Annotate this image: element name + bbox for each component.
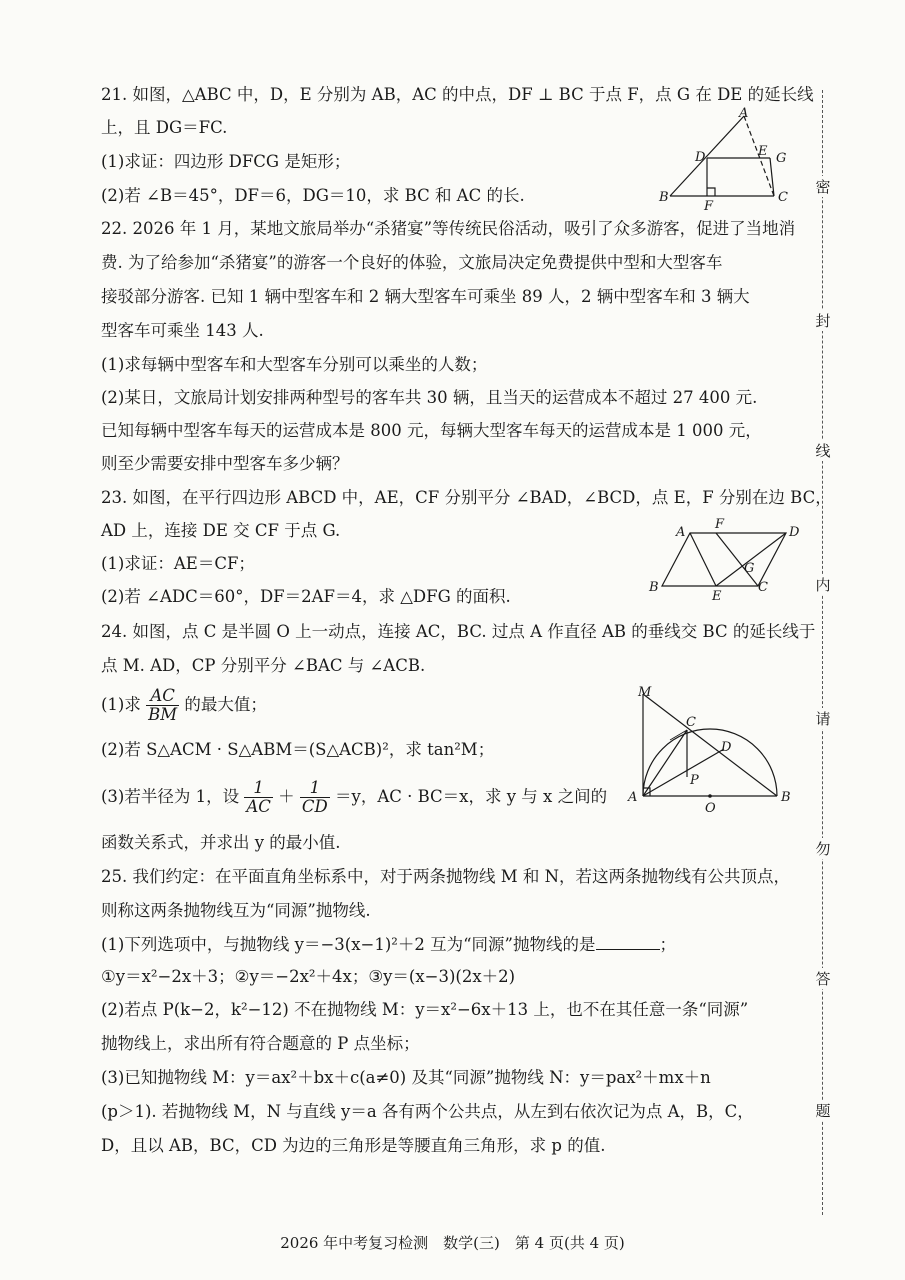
seal-char-8: 题 bbox=[813, 1100, 833, 1121]
q23-label-f: F bbox=[715, 517, 725, 532]
q24-label-b: B bbox=[781, 790, 791, 805]
q24-label-c: C bbox=[686, 715, 696, 730]
q25-part1 bbox=[101, 934, 676, 956]
seal-char-6: 勿 bbox=[813, 838, 833, 859]
q22-part2: (2)某日，文旅局计划安排两种型号的客车共 30 辆，且当天的运营成本不超过 27 400 元. bbox=[101, 388, 758, 407]
seal-char-2: 封 bbox=[813, 310, 833, 331]
q21-line1: 21. 如图，△ABC 中，D，E 分别为 AB，AC 的中点，DF ⊥ BC 于点 F，点 G 在 DE 的延长线 bbox=[101, 85, 814, 104]
q24-line2: 点 M. AD，CP 分别平分 ∠BAC 与 ∠ACB. bbox=[101, 656, 426, 675]
q24-part3-plus: ＋ bbox=[278, 787, 295, 806]
q21-label-e: E bbox=[758, 144, 768, 159]
q21-line2: 上，且 DG＝FC. bbox=[101, 118, 228, 137]
q21-right-angle-f bbox=[707, 188, 715, 196]
q23-part1: (1)求证：AE＝CF； bbox=[101, 554, 255, 573]
seal-char-7: 答 bbox=[813, 968, 833, 989]
q25-part2: (2)若点 P(k−2，k²−12) 不在抛物线 M：y＝x²−6x＋13 上，也不在其任意一条“同源” bbox=[101, 1000, 749, 1019]
q24-frac2-numerator: 1 bbox=[300, 779, 330, 798]
q24-frac-denominator: BM bbox=[148, 705, 178, 724]
q23-figure bbox=[640, 512, 800, 602]
q24-part3-post: ＝y，AC · BC＝x，求 y 与 x 之间的 bbox=[335, 787, 608, 806]
q25-line1: 25. 我们约定：在平面直角坐标系中，对于两条抛物线 M 和 N，若这两条抛物线有公共顶点， bbox=[101, 867, 791, 886]
q22-line8: 则至少需要安排中型客车多少辆？ bbox=[101, 454, 349, 473]
q24-label-p: P bbox=[690, 773, 699, 788]
q25-line6: 抛物线上，求出所有符合题意的 P 点坐标； bbox=[101, 1034, 420, 1053]
q21-label-f: F bbox=[704, 199, 714, 212]
q23-parallelogram bbox=[662, 533, 786, 586]
q24-frac1-denominator: AC bbox=[246, 797, 271, 816]
q24-segment-mb bbox=[643, 694, 777, 796]
q23-line2: AD 上，连接 DE 交 CF 于点 G. bbox=[101, 521, 341, 540]
seal-dashed-line bbox=[822, 90, 823, 1215]
q24-label-d: D bbox=[721, 740, 732, 755]
q22-line7: 已知每辆中型客车每天的运营成本是 800 元，每辆大型客车每天的运营成本是 1 000 元， bbox=[101, 421, 762, 440]
q21-figure bbox=[650, 104, 800, 212]
q23-label-c: C bbox=[758, 580, 768, 595]
q24-frac2-denominator: CD bbox=[301, 797, 328, 816]
q21-segment-gc bbox=[770, 158, 774, 196]
q24-part3 bbox=[101, 777, 607, 817]
q24-aux-line bbox=[670, 730, 687, 740]
q24-frac-numerator: AC bbox=[146, 687, 179, 706]
q24-part1 bbox=[101, 685, 267, 725]
seal-char-5: 请 bbox=[813, 708, 833, 729]
q24-segment-ad bbox=[643, 749, 724, 796]
q24-part1-pre: (1)求 bbox=[101, 695, 141, 714]
q22-part1: (1)求每辆中型客车和大型客车分别可以乘坐的人数； bbox=[101, 355, 488, 374]
q23-label-e: E bbox=[712, 589, 722, 602]
q25-part1-end: ； bbox=[659, 935, 676, 954]
q25-options: ①y＝x²−2x＋3；②y＝−2x²＋4x；③y＝(x−3)(2x＋2) bbox=[101, 967, 516, 986]
q23-part2: (2)若 ∠ADC＝60°，DF＝2AF＝4，求 △DFG 的面积. bbox=[101, 587, 511, 606]
q23-segment-ae bbox=[690, 533, 716, 586]
q24-label-a: A bbox=[628, 790, 638, 805]
q24-frac1-numerator: 1 bbox=[244, 779, 273, 798]
q24-part3-pre: (3)若半径为 1，设 bbox=[101, 787, 240, 806]
q23-label-b: B bbox=[649, 580, 659, 595]
q21-part1: (1)求证：四边形 DFCG 是矩形； bbox=[101, 152, 351, 171]
q25-part3: (3)已知抛物线 M：y＝ax²＋bx＋c(a≠0) 及其“同源”抛物线 N：y＝pax²＋mx＋n bbox=[101, 1068, 711, 1087]
q24-center-dot bbox=[708, 794, 712, 798]
q24-figure bbox=[622, 680, 802, 820]
q24-segment-ac bbox=[643, 730, 687, 796]
q24-line1: 24. 如图，点 C 是半圆 O 上一动点，连接 AC，BC. 过点 A 作直径 AB 的垂线交 BC 的延长线于 bbox=[101, 622, 816, 641]
q24-part1-post: 的最大值； bbox=[184, 695, 267, 714]
q23-label-d: D bbox=[789, 525, 800, 540]
q25-answer-blank bbox=[596, 935, 660, 950]
q21-label-c: C bbox=[778, 190, 788, 205]
q24-semicircle bbox=[643, 729, 777, 796]
q22-line1: 22. 2026 年 1 月，某地文旅局举办“杀猪宴”等传统民俗活动，吸引了众多游客，促进了当地消 bbox=[101, 219, 796, 238]
seal-char-3: 线 bbox=[813, 440, 833, 461]
q25-line9: D，且以 AB，BC，CD 为边的三角形是等腰直角三角形，求 p 的值. bbox=[101, 1136, 606, 1155]
q24-fraction-1-ac bbox=[244, 779, 273, 816]
q24-fraction-ac-bm bbox=[146, 687, 179, 724]
q23-line1: 23. 如图，在平行四边形 ABCD 中，AE，CF 分别平分 ∠BAD，∠BCD，点 E，F 分别在边 BC， bbox=[101, 488, 832, 507]
q23-label-g: G bbox=[744, 561, 755, 576]
q24-fraction-1-cd bbox=[300, 779, 330, 816]
q22-line3: 接驳部分游客. 已知 1 辆中型客车和 2 辆大型客车可乘坐 89 人，2 辆中型客车和 3 辆大 bbox=[101, 287, 750, 306]
q25-line8: (p＞1). 若抛物线 M，N 与直线 y＝a 各有两个公共点，从左到右依次记为点 A，B，C， bbox=[101, 1102, 754, 1121]
q24-part2: (2)若 S△ACM · S△ABM＝(S△ACB)²，求 tan²M； bbox=[101, 740, 495, 759]
q22-line4: 型客车可乘坐 143 人. bbox=[101, 321, 264, 340]
q24-label-o: O bbox=[705, 801, 716, 816]
q23-label-a: A bbox=[676, 525, 686, 540]
q21-label-a: A bbox=[739, 106, 749, 121]
seal-char-1: 密 bbox=[813, 176, 833, 197]
seal-char-4: 内 bbox=[813, 574, 833, 595]
page-footer: 2026 年中考复习检测 数学(三) 第 4 页(共 4 页) bbox=[280, 1234, 625, 1252]
q22-line2: 费. 为了给参加“杀猪宴”的游客一个良好的体验，文旅局决定免费提供中型和大型客车 bbox=[101, 253, 723, 272]
q21-label-b: B bbox=[659, 190, 669, 205]
q21-label-d: D bbox=[695, 150, 706, 165]
q25-line2: 则称这两条抛物线互为“同源”抛物线. bbox=[101, 901, 371, 920]
q21-part2: (2)若 ∠B＝45°，DF＝6，DG＝10，求 BC 和 AC 的长. bbox=[101, 186, 525, 205]
q21-label-g: G bbox=[776, 151, 787, 166]
q24-label-m: M bbox=[638, 685, 652, 700]
q25-part1-text: (1)下列选项中，与抛物线 y＝−3(x−1)²＋2 互为“同源”抛物线的是 bbox=[101, 935, 596, 954]
q24-line6: 函数关系式，并求出 y 的最小值. bbox=[101, 833, 341, 852]
